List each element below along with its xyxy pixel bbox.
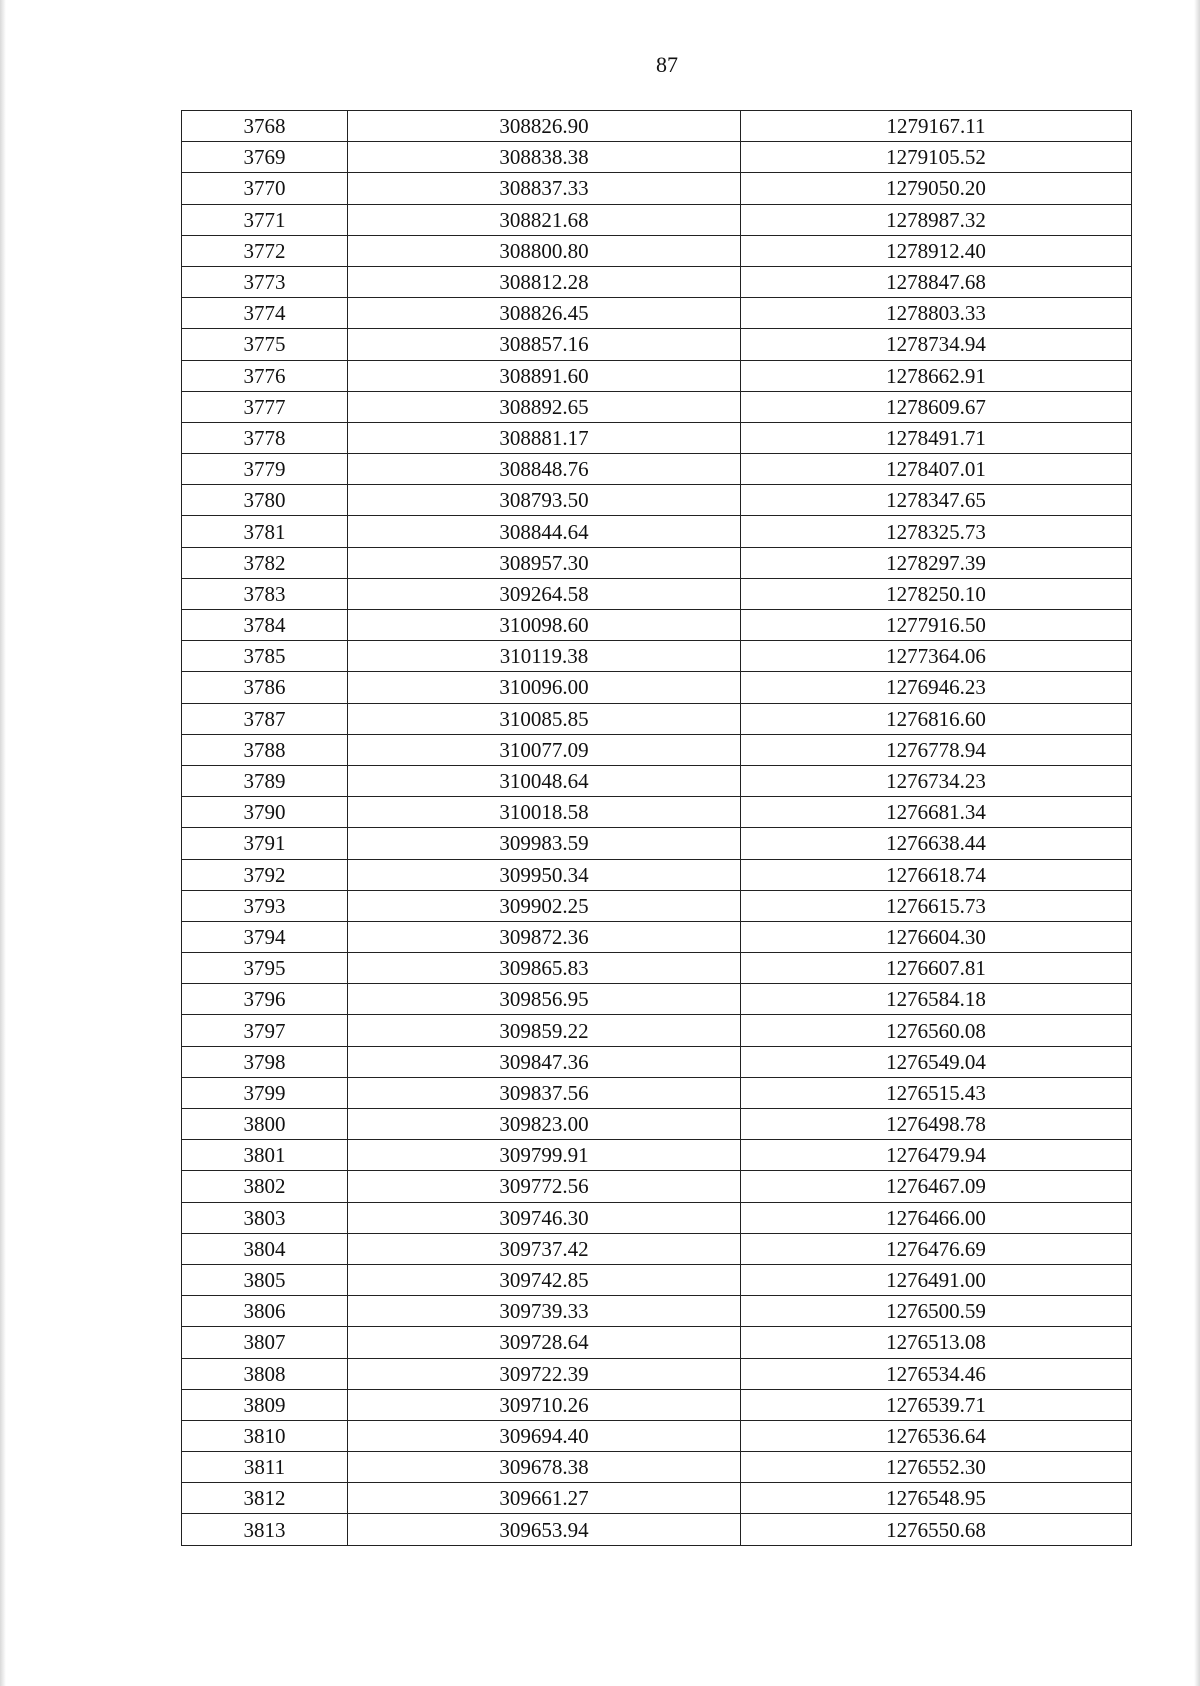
x-coordinate-cell: 309739.33 xyxy=(348,1296,741,1327)
x-coordinate-cell: 308892.65 xyxy=(348,391,741,422)
table-row xyxy=(182,1077,1132,1108)
x-coordinate-cell: 309872.36 xyxy=(348,921,741,952)
table-row xyxy=(182,391,1132,422)
point-number-cell: 3811 xyxy=(182,1452,348,1483)
scan-edge-left xyxy=(0,0,6,1686)
table-row xyxy=(182,204,1132,235)
x-coordinate-cell: 308821.68 xyxy=(348,204,741,235)
point-number-cell: 3772 xyxy=(182,235,348,266)
y-coordinate-cell: 1276536.64 xyxy=(741,1420,1132,1451)
table-row xyxy=(182,1233,1132,1264)
table-row xyxy=(182,173,1132,204)
x-coordinate-cell: 310077.09 xyxy=(348,734,741,765)
table-row xyxy=(182,360,1132,391)
point-number-cell: 3771 xyxy=(182,204,348,235)
x-coordinate-cell: 309742.85 xyxy=(348,1264,741,1295)
point-number-cell: 3786 xyxy=(182,672,348,703)
point-number-cell: 3791 xyxy=(182,828,348,859)
point-number-cell: 3802 xyxy=(182,1171,348,1202)
point-number-cell: 3780 xyxy=(182,485,348,516)
table-row xyxy=(182,953,1132,984)
y-coordinate-cell: 1278609.67 xyxy=(741,391,1132,422)
y-coordinate-cell: 1278407.01 xyxy=(741,454,1132,485)
y-coordinate-cell: 1276498.78 xyxy=(741,1109,1132,1140)
table-row xyxy=(182,1296,1132,1327)
point-number-cell: 3810 xyxy=(182,1420,348,1451)
x-coordinate-cell: 309264.58 xyxy=(348,578,741,609)
point-number-cell: 3781 xyxy=(182,516,348,547)
point-number-cell: 3809 xyxy=(182,1389,348,1420)
y-coordinate-cell: 1276550.68 xyxy=(741,1514,1132,1545)
point-number-cell: 3805 xyxy=(182,1264,348,1295)
x-coordinate-cell: 309746.30 xyxy=(348,1202,741,1233)
table-row xyxy=(182,1327,1132,1358)
point-number-cell: 3799 xyxy=(182,1077,348,1108)
x-coordinate-cell: 309859.22 xyxy=(348,1015,741,1046)
point-number-cell: 3775 xyxy=(182,329,348,360)
page-number: 87 xyxy=(656,52,678,77)
point-number-cell: 3768 xyxy=(182,111,348,142)
y-coordinate-cell: 1278987.32 xyxy=(741,204,1132,235)
x-coordinate-cell: 309856.95 xyxy=(348,984,741,1015)
y-coordinate-cell: 1276584.18 xyxy=(741,984,1132,1015)
y-coordinate-cell: 1276778.94 xyxy=(741,734,1132,765)
x-coordinate-cell: 309772.56 xyxy=(348,1171,741,1202)
point-number-cell: 3770 xyxy=(182,173,348,204)
y-coordinate-cell: 1278491.71 xyxy=(741,422,1132,453)
table-row xyxy=(182,578,1132,609)
y-coordinate-cell: 1279167.11 xyxy=(741,111,1132,142)
y-coordinate-cell: 1276638.44 xyxy=(741,828,1132,859)
x-coordinate-cell: 310098.60 xyxy=(348,610,741,641)
x-coordinate-cell: 309823.00 xyxy=(348,1109,741,1140)
table-row xyxy=(182,1046,1132,1077)
table-row xyxy=(182,516,1132,547)
x-coordinate-cell: 309694.40 xyxy=(348,1420,741,1451)
y-coordinate-cell: 1276734.23 xyxy=(741,765,1132,796)
coordinate-table-body xyxy=(182,111,1132,1546)
x-coordinate-cell: 309799.91 xyxy=(348,1140,741,1171)
x-coordinate-cell: 310096.00 xyxy=(348,672,741,703)
point-number-cell: 3806 xyxy=(182,1296,348,1327)
table-row xyxy=(182,111,1132,142)
y-coordinate-cell: 1276548.95 xyxy=(741,1483,1132,1514)
y-coordinate-cell: 1276491.00 xyxy=(741,1264,1132,1295)
point-number-cell: 3778 xyxy=(182,422,348,453)
point-number-cell: 3776 xyxy=(182,360,348,391)
y-coordinate-cell: 1276604.30 xyxy=(741,921,1132,952)
x-coordinate-cell: 309837.56 xyxy=(348,1077,741,1108)
point-number-cell: 3790 xyxy=(182,797,348,828)
y-coordinate-cell: 1276534.46 xyxy=(741,1358,1132,1389)
y-coordinate-cell: 1278912.40 xyxy=(741,235,1132,266)
table-row xyxy=(182,1109,1132,1140)
scan-edge-right xyxy=(1194,0,1200,1686)
table-row xyxy=(182,1015,1132,1046)
table-row xyxy=(182,1171,1132,1202)
x-coordinate-cell: 308826.90 xyxy=(348,111,741,142)
y-coordinate-cell: 1278847.68 xyxy=(741,266,1132,297)
x-coordinate-cell: 310018.58 xyxy=(348,797,741,828)
x-coordinate-cell: 308826.45 xyxy=(348,298,741,329)
table-row xyxy=(182,547,1132,578)
table-row xyxy=(182,703,1132,734)
table-row xyxy=(182,1389,1132,1420)
x-coordinate-cell: 308837.33 xyxy=(348,173,741,204)
table-row xyxy=(182,672,1132,703)
point-number-cell: 3769 xyxy=(182,142,348,173)
point-number-cell: 3793 xyxy=(182,890,348,921)
y-coordinate-cell: 1276539.71 xyxy=(741,1389,1132,1420)
x-coordinate-cell: 309728.64 xyxy=(348,1327,741,1358)
table-row xyxy=(182,797,1132,828)
point-number-cell: 3804 xyxy=(182,1233,348,1264)
point-number-cell: 3813 xyxy=(182,1514,348,1545)
point-number-cell: 3797 xyxy=(182,1015,348,1046)
table-row xyxy=(182,266,1132,297)
table-row xyxy=(182,1264,1132,1295)
x-coordinate-cell: 309653.94 xyxy=(348,1514,741,1545)
point-number-cell: 3777 xyxy=(182,391,348,422)
table-row xyxy=(182,1140,1132,1171)
point-number-cell: 3795 xyxy=(182,953,348,984)
point-number-cell: 3798 xyxy=(182,1046,348,1077)
y-coordinate-cell: 1278250.10 xyxy=(741,578,1132,609)
point-number-cell: 3807 xyxy=(182,1327,348,1358)
y-coordinate-cell: 1276466.00 xyxy=(741,1202,1132,1233)
table-row xyxy=(182,859,1132,890)
y-coordinate-cell: 1278297.39 xyxy=(741,547,1132,578)
point-number-cell: 3789 xyxy=(182,765,348,796)
x-coordinate-cell: 310048.64 xyxy=(348,765,741,796)
y-coordinate-cell: 1276681.34 xyxy=(741,797,1132,828)
x-coordinate-cell: 308838.38 xyxy=(348,142,741,173)
x-coordinate-cell: 309865.83 xyxy=(348,953,741,984)
y-coordinate-cell: 1276946.23 xyxy=(741,672,1132,703)
y-coordinate-cell: 1276549.04 xyxy=(741,1046,1132,1077)
y-coordinate-cell: 1276500.59 xyxy=(741,1296,1132,1327)
x-coordinate-cell: 309678.38 xyxy=(348,1452,741,1483)
y-coordinate-cell: 1278325.73 xyxy=(741,516,1132,547)
x-coordinate-cell: 309847.36 xyxy=(348,1046,741,1077)
point-number-cell: 3801 xyxy=(182,1140,348,1171)
table-row xyxy=(182,1514,1132,1545)
coordinate-table xyxy=(181,110,1132,1546)
point-number-cell: 3808 xyxy=(182,1358,348,1389)
point-number-cell: 3803 xyxy=(182,1202,348,1233)
table-row xyxy=(182,1452,1132,1483)
point-number-cell: 3784 xyxy=(182,610,348,641)
x-coordinate-cell: 308800.80 xyxy=(348,235,741,266)
table-row xyxy=(182,984,1132,1015)
table-row xyxy=(182,235,1132,266)
point-number-cell: 3800 xyxy=(182,1109,348,1140)
point-number-cell: 3792 xyxy=(182,859,348,890)
table-row xyxy=(182,298,1132,329)
x-coordinate-cell: 308857.16 xyxy=(348,329,741,360)
x-coordinate-cell: 308848.76 xyxy=(348,454,741,485)
y-coordinate-cell: 1276560.08 xyxy=(741,1015,1132,1046)
x-coordinate-cell: 308812.28 xyxy=(348,266,741,297)
table-row xyxy=(182,641,1132,672)
y-coordinate-cell: 1276615.73 xyxy=(741,890,1132,921)
y-coordinate-cell: 1276816.60 xyxy=(741,703,1132,734)
x-coordinate-cell: 309661.27 xyxy=(348,1483,741,1514)
y-coordinate-cell: 1276467.09 xyxy=(741,1171,1132,1202)
x-coordinate-cell: 309710.26 xyxy=(348,1389,741,1420)
y-coordinate-cell: 1276479.94 xyxy=(741,1140,1132,1171)
table-row xyxy=(182,1420,1132,1451)
y-coordinate-cell: 1278662.91 xyxy=(741,360,1132,391)
x-coordinate-cell: 309902.25 xyxy=(348,890,741,921)
point-number-cell: 3812 xyxy=(182,1483,348,1514)
table-row xyxy=(182,422,1132,453)
table-row xyxy=(182,142,1132,173)
table-row xyxy=(182,828,1132,859)
point-number-cell: 3785 xyxy=(182,641,348,672)
table-row xyxy=(182,610,1132,641)
table-row xyxy=(182,1358,1132,1389)
y-coordinate-cell: 1278734.94 xyxy=(741,329,1132,360)
y-coordinate-cell: 1276513.08 xyxy=(741,1327,1132,1358)
table-row xyxy=(182,454,1132,485)
y-coordinate-cell: 1277916.50 xyxy=(741,610,1132,641)
x-coordinate-cell: 308957.30 xyxy=(348,547,741,578)
x-coordinate-cell: 308881.17 xyxy=(348,422,741,453)
point-number-cell: 3788 xyxy=(182,734,348,765)
table-row xyxy=(182,329,1132,360)
x-coordinate-cell: 309983.59 xyxy=(348,828,741,859)
point-number-cell: 3773 xyxy=(182,266,348,297)
table-row xyxy=(182,765,1132,796)
x-coordinate-cell: 308844.64 xyxy=(348,516,741,547)
x-coordinate-cell: 309722.39 xyxy=(348,1358,741,1389)
point-number-cell: 3779 xyxy=(182,454,348,485)
point-number-cell: 3782 xyxy=(182,547,348,578)
x-coordinate-cell: 308891.60 xyxy=(348,360,741,391)
x-coordinate-cell: 309737.42 xyxy=(348,1233,741,1264)
point-number-cell: 3794 xyxy=(182,921,348,952)
x-coordinate-cell: 310119.38 xyxy=(348,641,741,672)
y-coordinate-cell: 1278803.33 xyxy=(741,298,1132,329)
y-coordinate-cell: 1276552.30 xyxy=(741,1452,1132,1483)
table-row xyxy=(182,1202,1132,1233)
table-row xyxy=(182,921,1132,952)
point-number-cell: 3783 xyxy=(182,578,348,609)
point-number-cell: 3787 xyxy=(182,703,348,734)
y-coordinate-cell: 1276607.81 xyxy=(741,953,1132,984)
y-coordinate-cell: 1279050.20 xyxy=(741,173,1132,204)
x-coordinate-cell: 310085.85 xyxy=(348,703,741,734)
point-number-cell: 3796 xyxy=(182,984,348,1015)
point-number-cell: 3774 xyxy=(182,298,348,329)
table-row xyxy=(182,485,1132,516)
y-coordinate-cell: 1277364.06 xyxy=(741,641,1132,672)
table-row xyxy=(182,1483,1132,1514)
y-coordinate-cell: 1278347.65 xyxy=(741,485,1132,516)
x-coordinate-cell: 308793.50 xyxy=(348,485,741,516)
y-coordinate-cell: 1279105.52 xyxy=(741,142,1132,173)
x-coordinate-cell: 309950.34 xyxy=(348,859,741,890)
table-row xyxy=(182,734,1132,765)
y-coordinate-cell: 1276618.74 xyxy=(741,859,1132,890)
y-coordinate-cell: 1276476.69 xyxy=(741,1233,1132,1264)
y-coordinate-cell: 1276515.43 xyxy=(741,1077,1132,1108)
table-row xyxy=(182,890,1132,921)
